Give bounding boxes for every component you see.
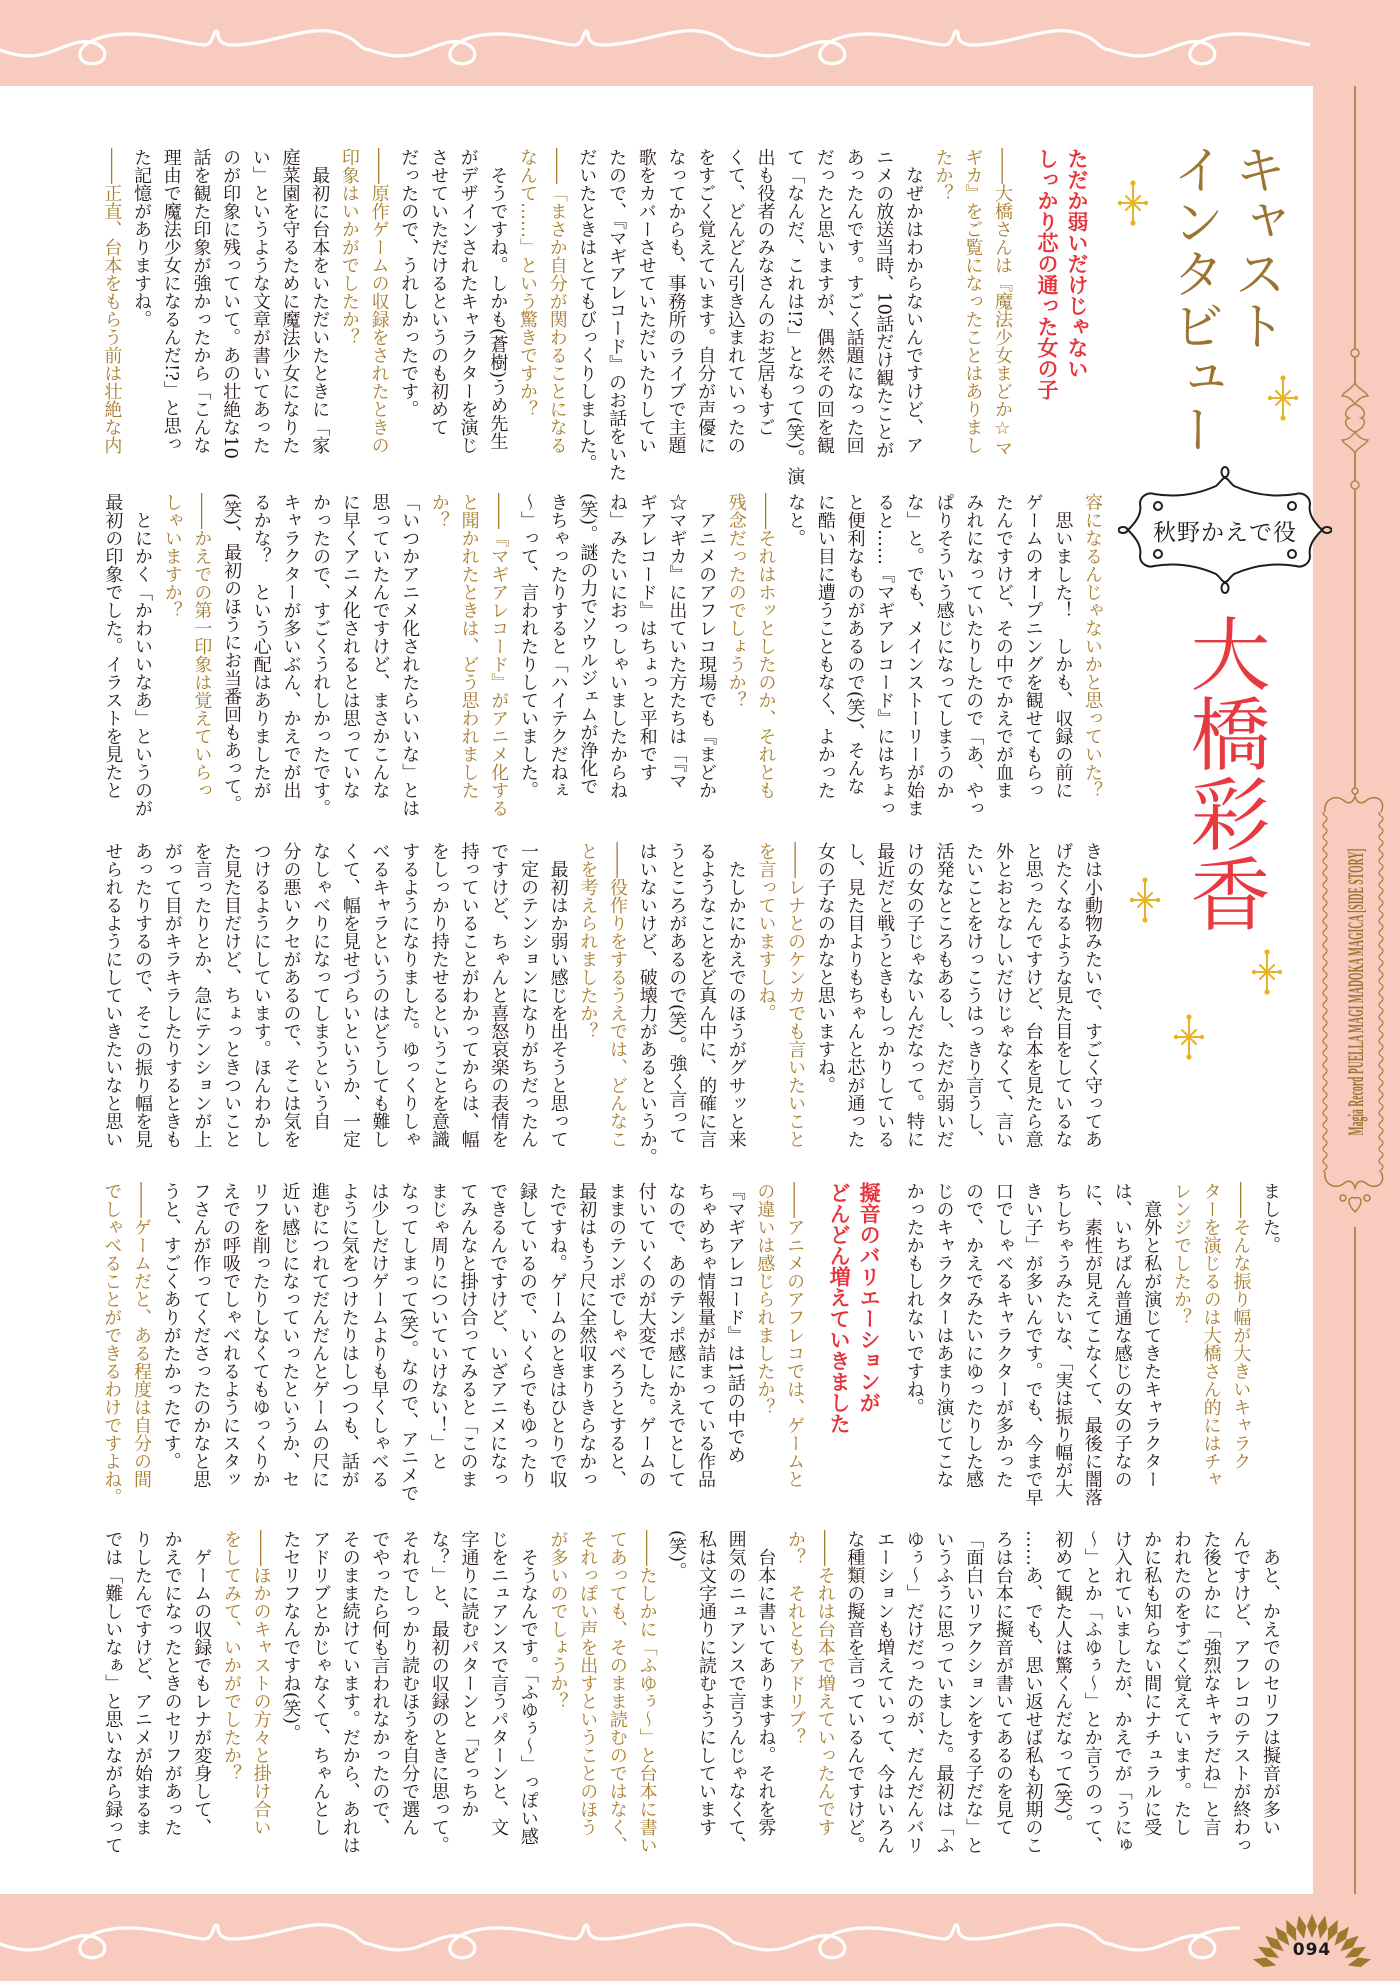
text-column: 一定のテンションになりがちだったん	[517, 842, 539, 1148]
text-column: 意外と私が演じてきたキャラクター	[1141, 1182, 1163, 1488]
text-column: まじゃ周りについていけない！」と	[427, 1182, 449, 1470]
text-column: 初めて観た人は驚くんだなって(笑)。	[1052, 1530, 1074, 1833]
text-column: しゃいますか？	[161, 493, 183, 619]
series-side-label: Magia Record PUELLA MAGI MADOKA MAGICA [SIDE STORY]	[1343, 848, 1368, 1136]
text-column: ――そんな振り幅が大きいキャラク	[1230, 1182, 1252, 1470]
text-column: ――役作りをするうえでは、どんなこ	[607, 842, 628, 1148]
text-column: われたのをすごく覚えています。たし	[1170, 1530, 1192, 1836]
text-column: させていただけるというのも初めて	[427, 148, 449, 436]
text-column: だったと思いますが、偶然その回を観	[813, 148, 835, 454]
text-column: ――レナとのケンカでも言いたいこと	[785, 842, 807, 1148]
text-column: ――たしかに「ふゆぅ～」と台本に書い	[636, 1530, 658, 1854]
text-column: か？	[428, 493, 450, 529]
text-column: を言ったりとか、急にテンションが上	[191, 842, 213, 1148]
text-column: 最近だと戦うときもしっかりしている	[874, 842, 896, 1148]
text-column: ゲームのオープニングを観せてもらっ	[1022, 493, 1044, 799]
text-column: がって目がキラキラしたりするときも	[161, 842, 183, 1148]
sparkle-icon	[1252, 949, 1282, 995]
text-column: ゆぅ～」だけだったのが、だんだんバリ	[903, 1530, 925, 1854]
sparkle-icon	[1118, 180, 1148, 226]
text-column: たんですけど、その中でかえでが血ま	[992, 493, 1014, 799]
text-column: んですけど、アフレコのテストが終わっ	[1230, 1530, 1252, 1854]
text-column: きい子」が多いんです。でも、今まで早	[1022, 1182, 1044, 1506]
text-column: リフを削ったりしなくてもゆっくりか	[249, 1182, 271, 1488]
text-column: でやったら何も言われなかったので、	[369, 1530, 391, 1836]
text-column: だったので、うれしかったです。	[398, 148, 420, 418]
text-column: 庭菜園を守るために魔法少女になりた	[279, 148, 301, 454]
sparkle-icon	[1268, 375, 1298, 421]
text-column: うと、すごくありがたかったです。	[160, 1182, 182, 1470]
text-column: なしゃべりになってしまうという自	[310, 842, 332, 1130]
text-column: 持っていることがわかってからは、幅	[458, 842, 480, 1148]
text-column: 印象はいかがでしたか？	[338, 148, 360, 346]
sparkle-icon	[1174, 1014, 1204, 1060]
text-column: つけるようにしています。ほんわかし	[250, 842, 272, 1148]
text-column: ――大橋さんは『魔法少女まどか☆マ	[992, 148, 1013, 457]
text-column: けの女の子じゃないんだなって。特に	[903, 842, 925, 1148]
text-column: あったりするので、そこの振り幅を見	[132, 842, 153, 1148]
text-column: ギアレコード』はちょっと平和です	[636, 493, 658, 781]
text-column: ～」って、言われたりしていました。	[517, 493, 539, 799]
text-column: な」と。でも、メインストーリーが始ま	[903, 493, 925, 817]
text-column: エーションも増えていって、今はいろん	[874, 1530, 896, 1854]
text-column: 「いつかアニメ化されたらいいな」とは	[399, 493, 421, 817]
text-column: 最初はか弱い感じを出そうと思って	[547, 842, 569, 1148]
text-column: あと、かえでのセリフは擬音が多い	[1260, 1530, 1281, 1836]
text-column: じをニュアンスで言うパターンと、文	[488, 1530, 510, 1836]
text-column: 囲気のニュアンスで言うんじゃなくて、	[725, 1530, 747, 1854]
ribbon-squiggle-icon	[0, 1894, 1400, 1981]
text-column: ――ゲームだと、ある程度は自分の間	[130, 1182, 152, 1488]
text-column: ろは台本に擬音が書いてあるのを見て	[992, 1530, 1014, 1836]
text-column: るかな？ という心配はありましたが	[250, 493, 272, 799]
text-column: なってからも、事務所のライブで主題	[665, 148, 687, 454]
text-column: みれになっていたりしたので「あ、やっ	[963, 493, 985, 817]
text-column: し、見た目よりもちゃんと芯が通った	[844, 842, 866, 1148]
text-column: ると……『マギアレコード』にはちょっ	[874, 493, 896, 817]
text-column: なってしまって(笑)。なので、アニメで	[398, 1182, 420, 1503]
text-column: は、いちばん普通な感じの女の子なの	[1111, 1182, 1133, 1488]
text-column: た後とかに「強烈なキャラだね」と言	[1200, 1530, 1222, 1836]
text-column: 外とおとなしいだけじゃなくて、言い	[992, 842, 1014, 1148]
sparkle-icon	[1130, 877, 1160, 923]
text-column: 字通りに読むパターンと「どっちか	[458, 1530, 480, 1818]
text-column: ニメの放送当時、10話だけ観たことが	[873, 148, 895, 459]
text-column: ね」みたいにおっしゃいましたからね	[607, 493, 628, 799]
text-column: かったので、すごくうれしかったです。	[310, 493, 332, 817]
text-column: か？ それともアドリブ？	[785, 1530, 806, 1746]
text-column: ――原作ゲームの収録をされたときの	[368, 148, 390, 454]
text-column: それでしっかり読むほうを自分で選ん	[399, 1530, 421, 1836]
text-column: 私は文字通りに読むようにしています	[695, 1530, 717, 1836]
text-column: 「面白いリアクションをする子だな」と	[963, 1530, 985, 1854]
text-column: たので、『マギアレコード』のお話をいた	[606, 148, 628, 481]
text-column: るようなことをど真ん中に、的確に言	[696, 842, 718, 1148]
text-column: と聞かれたときは、どう思われました	[458, 493, 480, 799]
text-column: て「なんだ、これは!?」となって(笑)。演	[784, 148, 806, 485]
page-number-badge	[1240, 1894, 1390, 1981]
text-column: ました。	[1260, 1182, 1281, 1254]
text-column: キャラクターが多いぶん、かえでが出	[280, 493, 302, 799]
text-column: 出も役者のみなさんのお芝居もすご	[754, 148, 776, 436]
page-title-line-1: キャスト	[1225, 143, 1285, 351]
cast-name: 大橋彩香	[1177, 613, 1270, 933]
text-column: そのまま続けています。だから、あれは	[339, 1530, 361, 1854]
text-column: と便利なものがあるので(笑)、そんな	[844, 493, 866, 796]
article-tier-2	[98, 493, 1107, 823]
text-column: えでの呼吸でしゃべれるようにスタッ	[220, 1182, 241, 1488]
text-column: 思いました！ しかも、収録の前に	[1052, 493, 1074, 799]
text-column: しっかり芯の通った女の子	[1035, 148, 1059, 400]
text-column: ままのテンポでしゃべろうとすると、	[605, 1182, 627, 1488]
text-column: ぱりそういう感じになってしまうのか	[933, 493, 955, 799]
fleur-ornament-icon	[1342, 383, 1368, 453]
text-column: たいことをけっこうはっきり言うし、	[963, 842, 985, 1148]
text-column: ゲームの収録でもレナが変身して、	[191, 1530, 213, 1836]
text-column: ――「まさか自分が関わることになる	[546, 148, 568, 454]
text-column: 最初はもう尺に全然収まりきらなかっ	[576, 1182, 598, 1488]
text-column: かえでになったときのセリフがあった	[161, 1530, 183, 1836]
text-column: では「難しいなぁ」と思いながら録って	[102, 1530, 124, 1854]
text-column: のが印象に残っていて。あの壮絶な10	[220, 148, 242, 459]
text-column: そうなんです。「ふゆぅ～」っぽい感	[517, 1530, 539, 1845]
text-column: 『マギアレコード』は1話の中でめ	[724, 1182, 746, 1464]
text-column: くて、どんどん引き込まれていったの	[724, 148, 746, 454]
text-column: に酷い目に遭うこともなく、よかった	[814, 493, 836, 799]
text-column: 近い感じになっていったというか、セ	[279, 1182, 301, 1488]
text-column: じのキャラクターはあまり演じてこな	[933, 1182, 955, 1488]
text-column: 女の子なのかなと思いますね。	[814, 842, 836, 1094]
text-column: ――ほかのキャストの方々と掛け合い	[250, 1530, 272, 1836]
text-column: するようになりました。ゆっくりしゃ	[399, 842, 421, 1148]
text-column: 話を観た印象が強かったから「こんな	[190, 148, 212, 454]
text-column: ただか弱いだけじゃない	[1065, 148, 1089, 379]
text-column: できるんですけど、いざアニメになっ	[487, 1182, 509, 1488]
article-tier-1	[97, 148, 1107, 485]
text-column: なので、あのテンポ感にかえでとして	[665, 1182, 687, 1488]
text-column: 最初に台本をいただいたときに「家	[309, 148, 331, 454]
text-column: ――それはホッとしたのか、それとも	[755, 493, 777, 799]
article-tier-5	[98, 1530, 1286, 1860]
text-column: な？」と、最初の収録のときに思って。	[428, 1530, 450, 1854]
text-column: でしゃべることができるわけですよね。	[101, 1182, 123, 1506]
text-column: たですね。ゲームのときはひとりで収	[546, 1182, 568, 1488]
text-column: をすごく覚えています。自分が声優に	[695, 148, 717, 454]
text-column: たか？	[932, 148, 954, 202]
text-column: どんどん増えていきました	[827, 1182, 852, 1434]
text-column: 進むにつれてだんだんとゲームの尺に	[309, 1182, 331, 1488]
wavy-border-right	[1377, 812, 1385, 1172]
text-column: ～」とか「ふゆぅ～」とか言うのって、	[1081, 1530, 1103, 1854]
text-column: ――アニメのアフレコでは、ゲームと	[784, 1182, 806, 1488]
text-column: べるキャラというのはどうしても難し	[369, 842, 391, 1148]
role-frame	[1118, 464, 1332, 596]
text-column: ギカ』をご覧になったことはありまし	[962, 148, 984, 454]
text-column: (笑)、最初のほうにお当番回もあって。	[221, 493, 243, 814]
text-column: うところがあるので(笑)。強く言って	[666, 842, 688, 1145]
text-column: なと。	[785, 493, 807, 547]
text-column: 台本に書いてありますね。それを雰	[755, 1530, 777, 1836]
text-column: だいたときはとてもびっくりしました。	[576, 148, 598, 472]
text-column: てあっても、そのまま読むのではなく、	[606, 1530, 628, 1854]
text-column: とにかく「かわいいなあ」というのが	[132, 493, 153, 817]
text-column: きちゃったりすると「ハイテクだねぇ	[547, 493, 569, 799]
text-column: (笑)。	[666, 1530, 688, 1581]
text-column: たしかにかえでのほうがグサッと来	[725, 842, 747, 1148]
text-column: をしっかり持たせるということを意識	[428, 842, 450, 1148]
text-column: せられるようにしていきたいなと思い	[102, 842, 124, 1148]
text-column: をしてみて、いかがでしたか？	[220, 1530, 242, 1782]
text-column: ちゃめちゃ情報量が詰まっている作品	[695, 1182, 716, 1488]
text-column: いうふうに思っていました。最初は「ふ	[933, 1530, 955, 1854]
text-column: ので、かえでみたいにゆったりした感	[963, 1182, 985, 1488]
text-column: は少しだけゲームよりも早くしゃべる	[368, 1182, 390, 1488]
text-column: け入れていましたが、かえでが「うにゅ	[1111, 1530, 1133, 1854]
text-column: ですけど、ちゃんと喜怒哀楽の表情を	[488, 842, 510, 1148]
wavy-border-left	[1321, 812, 1329, 1172]
role-label: 秋野かえで役	[1153, 519, 1297, 546]
text-column: 活発なところもあるし、ただか弱いだ	[933, 842, 955, 1148]
text-column: た記憶がありますね。	[131, 148, 153, 328]
text-column: たセリフなんですね(笑)。	[280, 1530, 302, 1743]
text-column: アドリブとかじゃなくて、ちゃんとし	[310, 1530, 331, 1836]
text-column: ように気をつけたりはしつつも、話が	[338, 1182, 360, 1488]
text-column: 理由で魔法少女になるんだ!?」と思っ	[160, 148, 182, 453]
text-column: あったんです。すごく話題になった回	[843, 148, 865, 454]
text-column: ――『マギアレコード』がアニメ化する	[488, 493, 510, 817]
text-column: 最初の印象でした。イラストを見たと	[102, 493, 124, 799]
text-column: ――かえでの第一印象は覚えていらっ	[191, 493, 213, 799]
text-column: てみんなと掛け合ってみると「このま	[457, 1182, 479, 1488]
top-decorative-band	[0, 0, 1400, 86]
text-column: なんて……」という驚きですか？	[517, 148, 538, 418]
text-column: それっぽい声を出すということのほう	[577, 1530, 599, 1836]
text-column: た見た目だけど、ちょっときついこと	[221, 842, 243, 1148]
text-column: フさんが作ってくださったのかなと思	[190, 1182, 212, 1488]
text-column: ――それは台本で増えていったんです	[814, 1530, 836, 1836]
text-column: ☆マギカ』に出ていた方たちは「『マ	[666, 493, 688, 790]
text-column: に早くアニメ化されるとは思っていな	[339, 493, 361, 799]
text-column: きは小動物みたいで、すごく守ってあ	[1082, 842, 1103, 1148]
text-column: 擬音のバリエーションが	[857, 1182, 882, 1413]
text-column: ――正直、台本をもらう前は壮絶な内	[101, 148, 123, 454]
text-column: を言っていますしね。	[755, 842, 777, 1022]
text-column: ターを演じるのは大橋さん的にはチャ	[1200, 1182, 1222, 1488]
text-column: ちしちゃうみたいな、「実は振り幅が大	[1052, 1182, 1074, 1497]
text-column: 残念だったのでしょうか？	[725, 493, 747, 709]
text-column: 思っていたんですけど、まさかこんな	[369, 493, 391, 799]
bottom-decorative-band	[0, 1894, 1400, 1981]
text-column: はいないけど、破壊力があるというか。	[636, 842, 658, 1166]
text-column: とを考えられましたか？	[577, 842, 599, 1040]
text-column: 録しているので、いくらでもゆったり	[516, 1182, 538, 1488]
article-tier-3	[98, 842, 1107, 1172]
text-column: 口でしゃべるキャラクターが多かった	[992, 1182, 1014, 1488]
text-column: 容になるんじゃないかと思っていた？	[1082, 493, 1103, 799]
text-column: かったかもしれないですね。	[903, 1182, 925, 1416]
text-column: レンジでしたか？	[1170, 1182, 1192, 1326]
text-column: がデザインされたキャラクターを演じ	[457, 148, 479, 454]
text-column: かに私も知らない間にナチュラルに受	[1141, 1530, 1163, 1836]
text-column: ……あ、でも、思い返せば私も初期のこ	[1022, 1530, 1044, 1854]
text-column: が多いのでしょうか？	[547, 1530, 569, 1710]
text-column: げたくなるような見た目をしているな	[1052, 842, 1074, 1148]
text-column: (笑)。謎の力でソウルジェムが浄化で	[577, 493, 599, 796]
text-column: な種類の擬音を言っているんですけど。	[844, 1530, 866, 1854]
page-number: 094	[1292, 1940, 1332, 1960]
text-column: くて、幅を見せづらいというか、一定	[339, 842, 361, 1148]
article-tier-4	[97, 1182, 1285, 1512]
text-column: 歌をカバーさせていただいたりしてい	[635, 148, 657, 454]
text-column: そうですね。しかも(蒼樹)うめ先生	[487, 148, 509, 451]
text-column: に、素性が見えてこなくて、最後に闇落	[1081, 1182, 1103, 1506]
text-column: アニメのアフレコ現場でも『まどか	[696, 493, 718, 799]
text-column: と思ったんですけど、台本を見たら意	[1022, 842, 1044, 1148]
text-column: 分の悪いクセがあるので、そこは気を	[280, 842, 302, 1148]
text-column: なぜかはわからないんですけど、ア	[902, 148, 924, 454]
text-column: い」というような文章が書いてあった	[249, 148, 271, 454]
text-column: りしたんですけど、アニメが始まるま	[131, 1530, 153, 1836]
ribbon-squiggle-icon	[0, 0, 1400, 86]
text-column: 付いていくのが大変でした。ゲームの	[635, 1182, 657, 1488]
page-title-line-2: インタビュー	[1163, 143, 1223, 455]
text-column: の違いは感じられましたか？	[754, 1182, 776, 1416]
